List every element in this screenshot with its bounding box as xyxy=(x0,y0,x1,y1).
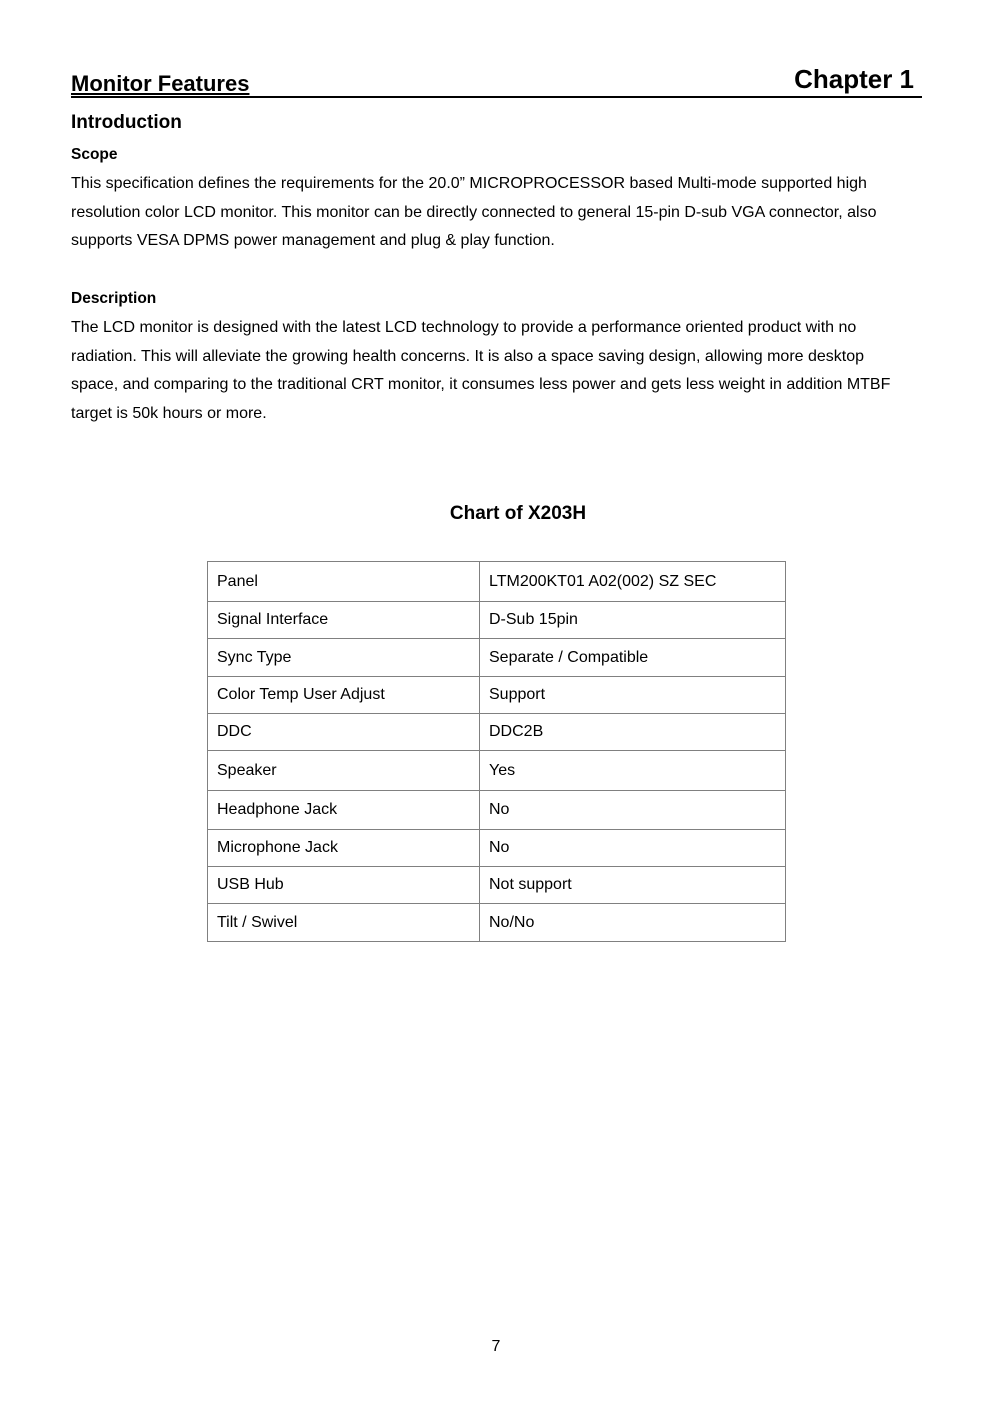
chart-title: Chart of X203H xyxy=(449,503,587,524)
spec-table xyxy=(207,561,786,942)
description-line: The LCD monitor is designed with the latest LCD technology to provide a performance oriented product with no xyxy=(71,319,857,336)
scope-line: resolution color LCD monitor. This monitor can be directly connected to general 15-pin D-sub VGA connector, also xyxy=(71,203,877,221)
description-heading: Description xyxy=(71,290,157,307)
section-title: Monitor Features xyxy=(71,71,250,96)
spec-value: DDC2B xyxy=(480,714,786,751)
chapter-label: Chapter 1 xyxy=(794,64,914,94)
spec-value: No xyxy=(480,791,786,830)
spec-label: Speaker xyxy=(208,751,480,791)
spec-value: Not support xyxy=(480,867,786,904)
spec-label: Panel xyxy=(208,562,480,602)
table-row xyxy=(208,714,786,751)
spec-label: Tilt / Swivel xyxy=(208,904,480,942)
description-line: target is 50k hours or more. xyxy=(71,405,267,423)
table-row xyxy=(208,562,786,602)
spec-value: Separate / Compatible xyxy=(480,639,786,677)
table-row xyxy=(208,904,786,942)
spec-label: Microphone Jack xyxy=(208,830,480,867)
description-paragraph xyxy=(71,314,931,429)
spec-value: No/No xyxy=(480,904,786,942)
spec-value: D-Sub 15pin xyxy=(480,602,786,639)
spec-value: LTM200KT01 A02(002) SZ SEC xyxy=(480,562,786,602)
description-line: radiation. This will alleviate the growing health concerns. It is also a space saving design, allowing more desktop xyxy=(71,347,865,365)
table-row xyxy=(208,751,786,791)
scope-line: This specification defines the requirements for the 20.0” MICROPROCESSOR based Multi-mode supported high xyxy=(71,175,867,192)
table-row xyxy=(208,639,786,677)
spec-label: USB Hub xyxy=(208,867,480,904)
introduction-heading: Introduction xyxy=(71,112,182,133)
table-row xyxy=(208,677,786,714)
table-row xyxy=(208,791,786,830)
spec-label: Headphone Jack xyxy=(208,791,480,830)
table-row xyxy=(208,867,786,904)
scope-paragraph xyxy=(71,170,931,256)
description-line: space, and comparing to the traditional CRT monitor, it consumes less power and gets less weight in addition MTBF xyxy=(71,376,891,394)
spec-label: DDC xyxy=(208,714,480,751)
page-header xyxy=(71,60,922,98)
page-number: 7 xyxy=(491,1338,501,1355)
scope-heading: Scope xyxy=(71,146,118,163)
spec-label: Color Temp User Adjust xyxy=(208,677,480,714)
spec-value: Support xyxy=(480,677,786,714)
spec-value: No xyxy=(480,830,786,867)
spec-label: Signal Interface xyxy=(208,602,480,639)
spec-label: Sync Type xyxy=(208,639,480,677)
table-row xyxy=(208,830,786,867)
table-row xyxy=(208,602,786,639)
scope-line: supports VESA DPMS power management and plug & play function. xyxy=(71,232,555,250)
spec-value: Yes xyxy=(480,751,786,791)
